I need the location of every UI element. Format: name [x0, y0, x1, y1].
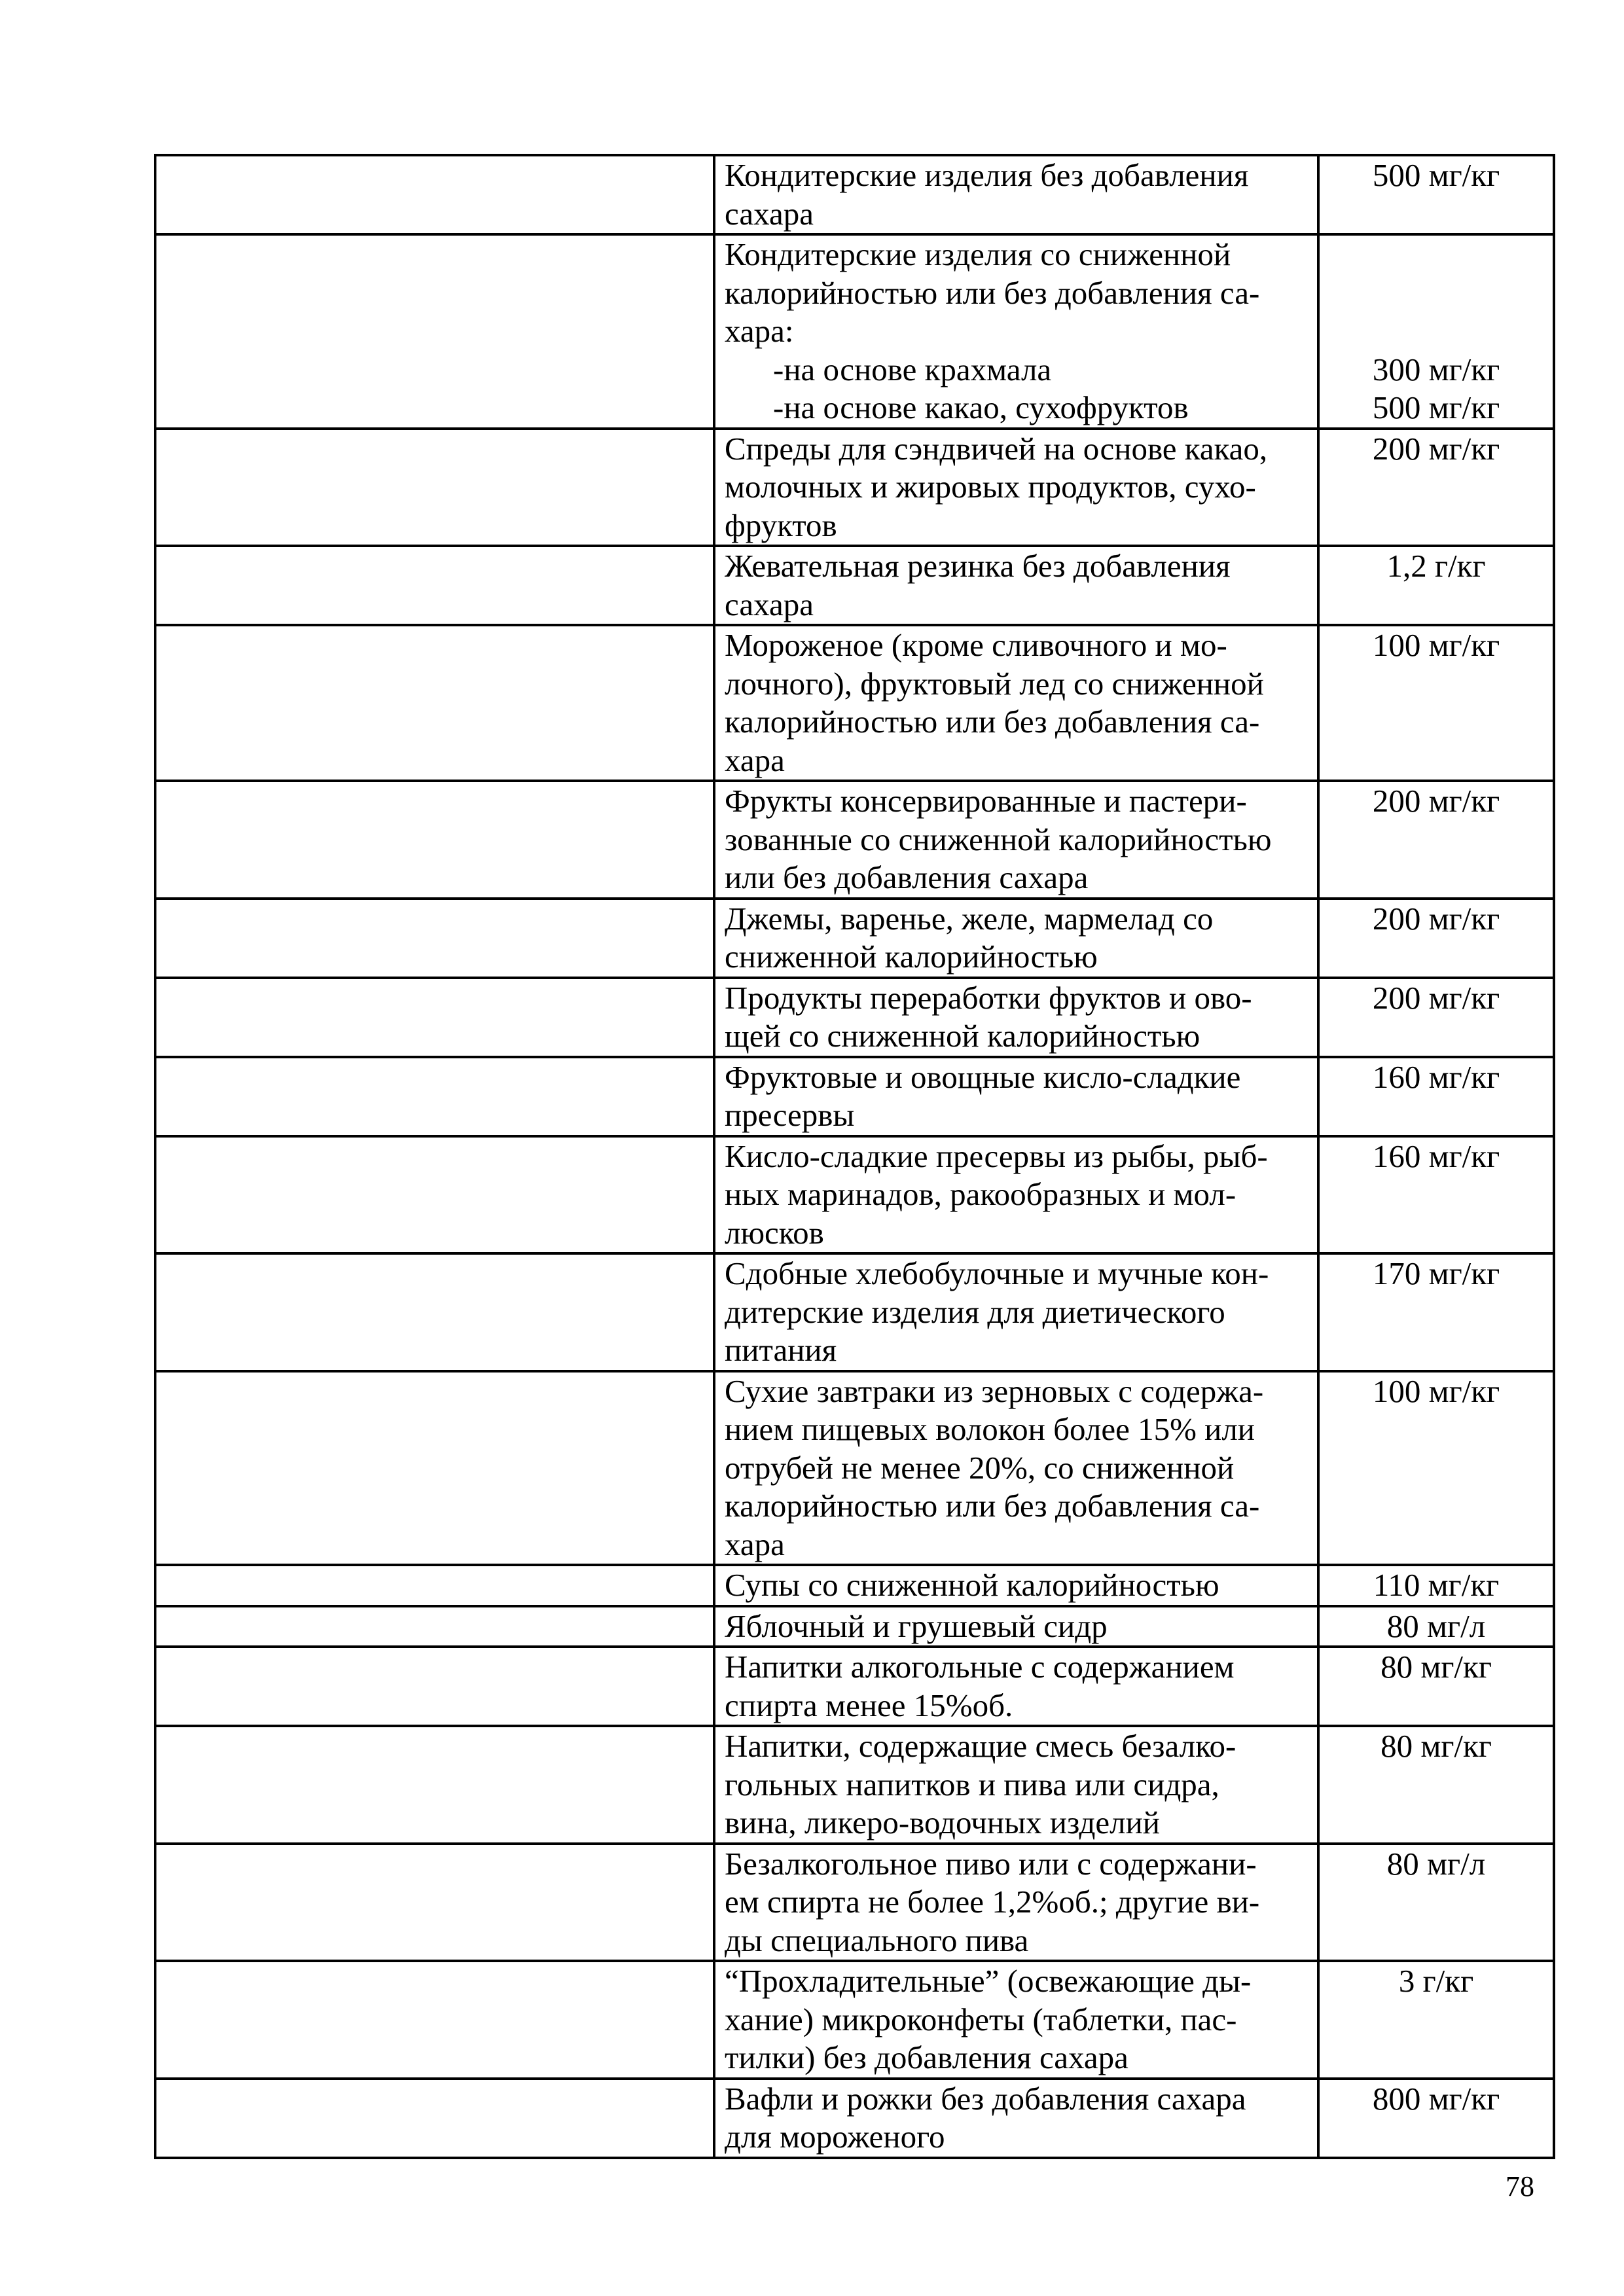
empty-category-cell	[155, 2079, 714, 2158]
dose-cell	[1318, 1726, 1554, 1844]
product-text-line: тилки) без добавления сахара	[725, 2039, 1128, 2075]
dose-cell	[1318, 899, 1554, 978]
product-text-line: вина, ликеро-водочных изделий	[725, 1804, 1161, 1840]
dose-value: 80 мг/кг	[1380, 1649, 1492, 1685]
dose-value: 500 мг/кг	[1372, 157, 1500, 193]
empty-category-cell	[155, 1961, 714, 2079]
product-text-line: “Прохладительные” (освежающие ды-	[725, 1963, 1252, 1999]
dose-value: 200 мг/кг	[1372, 430, 1500, 467]
table-row	[155, 1961, 1554, 2079]
table-row	[155, 1253, 1554, 1371]
dose-value: 80 мг/кг	[1380, 1728, 1492, 1764]
table-row	[155, 1726, 1554, 1844]
product-cell	[714, 1057, 1318, 1136]
product-cell	[714, 781, 1318, 899]
table-row	[155, 899, 1554, 978]
product-cell	[714, 1136, 1318, 1254]
product-cell	[714, 978, 1318, 1057]
dose-cell	[1318, 1606, 1554, 1647]
dose-value	[1320, 274, 1553, 313]
product-cell	[714, 234, 1318, 429]
table-row	[155, 1565, 1554, 1606]
empty-category-cell	[155, 546, 714, 625]
product-text-line: Напитки алкогольные с содержанием	[725, 1649, 1235, 1685]
dose-cell	[1318, 1844, 1554, 1962]
dose-cell	[1318, 1371, 1554, 1566]
empty-category-cell	[155, 899, 714, 978]
product-text-line: Фрукты консервированные и пастери-	[725, 783, 1247, 819]
product-text-line: Сухие завтраки из зерновых с содержа-	[725, 1372, 1264, 1409]
dose-value: 80 мг/л	[1386, 1845, 1486, 1882]
dose-value: 100 мг/кг	[1372, 627, 1500, 663]
product-text-line: ды специального пива	[725, 1922, 1029, 1958]
dose-value: 170 мг/кг	[1372, 1255, 1500, 1291]
page-number: 78	[1506, 2170, 1534, 2202]
dose-value: 160 мг/кг	[1372, 1138, 1500, 1174]
table-row	[155, 625, 1554, 781]
empty-category-cell	[155, 155, 714, 234]
product-text-line: Безалкогольное пиво или с содержани-	[725, 1845, 1257, 1882]
product-text-line: фруктов	[725, 507, 837, 543]
product-cell	[714, 1844, 1318, 1962]
empty-category-cell	[155, 625, 714, 781]
product-cell	[714, 429, 1318, 547]
product-text-line: Мороженое (кроме сливочного и мо-	[725, 627, 1227, 663]
product-text-line: хара:	[725, 313, 794, 349]
dose-value: 200 мг/кг	[1372, 783, 1500, 819]
table-row	[155, 2079, 1554, 2158]
dose-cell	[1318, 781, 1554, 899]
product-cell	[714, 899, 1318, 978]
product-text-line: пресервы	[725, 1097, 855, 1133]
product-text-line: Кисло-сладкие пресервы из рыбы, рыб-	[725, 1138, 1268, 1174]
product-text-line: хара	[725, 1526, 785, 1562]
dose-cell	[1318, 1057, 1554, 1136]
dose-value: 300 мг/кг	[1372, 351, 1500, 387]
product-text-line: спирта менее 15%об.	[725, 1687, 1013, 1723]
product-cell	[714, 1606, 1318, 1647]
table-row	[155, 1371, 1554, 1566]
product-text-line: хание) микроконфеты (таблетки, пас-	[725, 2001, 1237, 2037]
dose-value: 160 мг/кг	[1372, 1058, 1500, 1095]
table-row	[155, 234, 1554, 429]
empty-category-cell	[155, 1647, 714, 1726]
product-cell	[714, 546, 1318, 625]
product-text-line: Джемы, варенье, желе, мармелад со	[725, 900, 1214, 937]
product-text-line: Вафли и рожки без добавления сахара	[725, 2080, 1246, 2117]
product-cell	[714, 1726, 1318, 1844]
product-text-line: гольных напитков и пива или сидра,	[725, 1766, 1219, 1803]
product-text-line: дитерские изделия для диетического	[725, 1293, 1225, 1330]
product-text-line: питания	[725, 1332, 837, 1368]
product-text-line: Напитки, содержащие смесь безалко-	[725, 1728, 1236, 1764]
dose-cell	[1318, 625, 1554, 781]
empty-category-cell	[155, 429, 714, 547]
product-cell	[714, 155, 1318, 234]
product-text-line: лочного), фруктовый лед со сниженной	[725, 665, 1264, 702]
product-text-line: Супы со сниженной калорийностью	[725, 1567, 1219, 1603]
dose-cell	[1318, 1253, 1554, 1371]
empty-category-cell	[155, 1844, 714, 1962]
dose-value: 110 мг/кг	[1373, 1567, 1500, 1603]
dose-value: 80 мг/л	[1386, 1607, 1486, 1644]
dose-value: 500 мг/кг	[1372, 389, 1500, 425]
dose-cell	[1318, 1647, 1554, 1726]
dose-cell	[1318, 978, 1554, 1057]
empty-category-cell	[155, 1371, 714, 1566]
product-text-line: люсков	[725, 1214, 824, 1251]
product-text-line: калорийностью или без добавления са-	[725, 704, 1260, 740]
product-text-line: сниженной калорийностью	[725, 939, 1098, 975]
dose-cell	[1318, 1136, 1554, 1254]
table-row	[155, 1057, 1554, 1136]
product-text-line: Яблочный и грушевый сидр	[725, 1607, 1108, 1644]
product-text-line: зованные со сниженной калорийностью	[725, 821, 1272, 857]
dose-value: 1,2 г/кг	[1386, 548, 1486, 584]
empty-category-cell	[155, 978, 714, 1057]
product-text-line: Продукты переработки фруктов и ово-	[725, 979, 1252, 1016]
empty-category-cell	[155, 1726, 714, 1844]
product-text-line: Сдобные хлебобулочные и мучные кон-	[725, 1255, 1269, 1291]
product-cell	[714, 1371, 1318, 1566]
product-subitem: -на основе какао, сухофруктов	[773, 389, 1189, 425]
empty-category-cell	[155, 234, 714, 429]
table-row	[155, 1606, 1554, 1647]
dose-cell	[1318, 2079, 1554, 2158]
product-cell	[714, 2079, 1318, 2158]
product-text-line: сахара	[725, 586, 814, 622]
product-text-line: нием пищевых волокон более 15% или	[725, 1411, 1255, 1447]
product-text-line: Жевательная резинка без добавления	[725, 548, 1231, 584]
dose-value: 3 г/кг	[1398, 1963, 1474, 1999]
product-text-line: отрубей не менее 20%, со сниженной	[725, 1449, 1235, 1486]
empty-category-cell	[155, 1606, 714, 1647]
dose-value: 200 мг/кг	[1372, 979, 1500, 1016]
product-text-line: Спреды для сэндвичей на основе какао,	[725, 430, 1268, 467]
product-cell	[714, 625, 1318, 781]
table-row	[155, 978, 1554, 1057]
table-row	[155, 1647, 1554, 1726]
product-text-line: молочных и жировых продуктов, сухо-	[725, 469, 1256, 505]
product-text-line: или без добавления сахара	[725, 859, 1089, 895]
product-text-line: калорийностью или без добавления са-	[725, 274, 1260, 311]
product-cell	[714, 1565, 1318, 1606]
product-text-line: Фруктовые и овощные кисло-сладкие	[725, 1058, 1241, 1095]
dose-cell	[1318, 429, 1554, 547]
product-text-line: сахара	[725, 195, 814, 232]
product-text-line: ем спирта не более 1,2%об.; другие ви-	[725, 1884, 1260, 1920]
dose-cell	[1318, 155, 1554, 234]
table-row	[155, 546, 1554, 625]
additive-dosage-table	[154, 154, 1555, 2159]
dose-value: 800 мг/кг	[1372, 2080, 1500, 2117]
empty-category-cell	[155, 1565, 714, 1606]
table-body	[155, 155, 1554, 2158]
product-text-line: Кондитерские изделия без добавления	[725, 157, 1249, 193]
table-row	[155, 781, 1554, 899]
empty-category-cell	[155, 1253, 714, 1371]
product-text-line: Кондитерские изделия со сниженной	[725, 236, 1231, 272]
product-cell	[714, 1253, 1318, 1371]
product-text-line: хара	[725, 742, 785, 778]
dose-value: 200 мг/кг	[1372, 900, 1500, 937]
dose-cell	[1318, 1565, 1554, 1606]
dose-value	[1320, 236, 1553, 274]
dose-cell	[1318, 234, 1554, 429]
empty-category-cell	[155, 1136, 714, 1254]
product-cell	[714, 1961, 1318, 2079]
empty-category-cell	[155, 1057, 714, 1136]
table-row	[155, 1136, 1554, 1254]
product-text-line: ных маринадов, ракообразных и мол-	[725, 1176, 1236, 1212]
table-row	[155, 429, 1554, 547]
dose-value	[1320, 312, 1553, 351]
product-text-line: щей со сниженной калорийностью	[725, 1018, 1200, 1054]
product-subitem: -на основе крахмала	[773, 351, 1052, 387]
dose-cell	[1318, 1961, 1554, 2079]
dose-cell	[1318, 546, 1554, 625]
table-row	[155, 1844, 1554, 1962]
product-cell	[714, 1647, 1318, 1726]
empty-category-cell	[155, 781, 714, 899]
dose-value: 100 мг/кг	[1372, 1372, 1500, 1409]
product-text-line: для мороженого	[725, 2119, 945, 2155]
product-text-line: калорийностью или без добавления са-	[725, 1488, 1260, 1524]
table-row	[155, 155, 1554, 234]
